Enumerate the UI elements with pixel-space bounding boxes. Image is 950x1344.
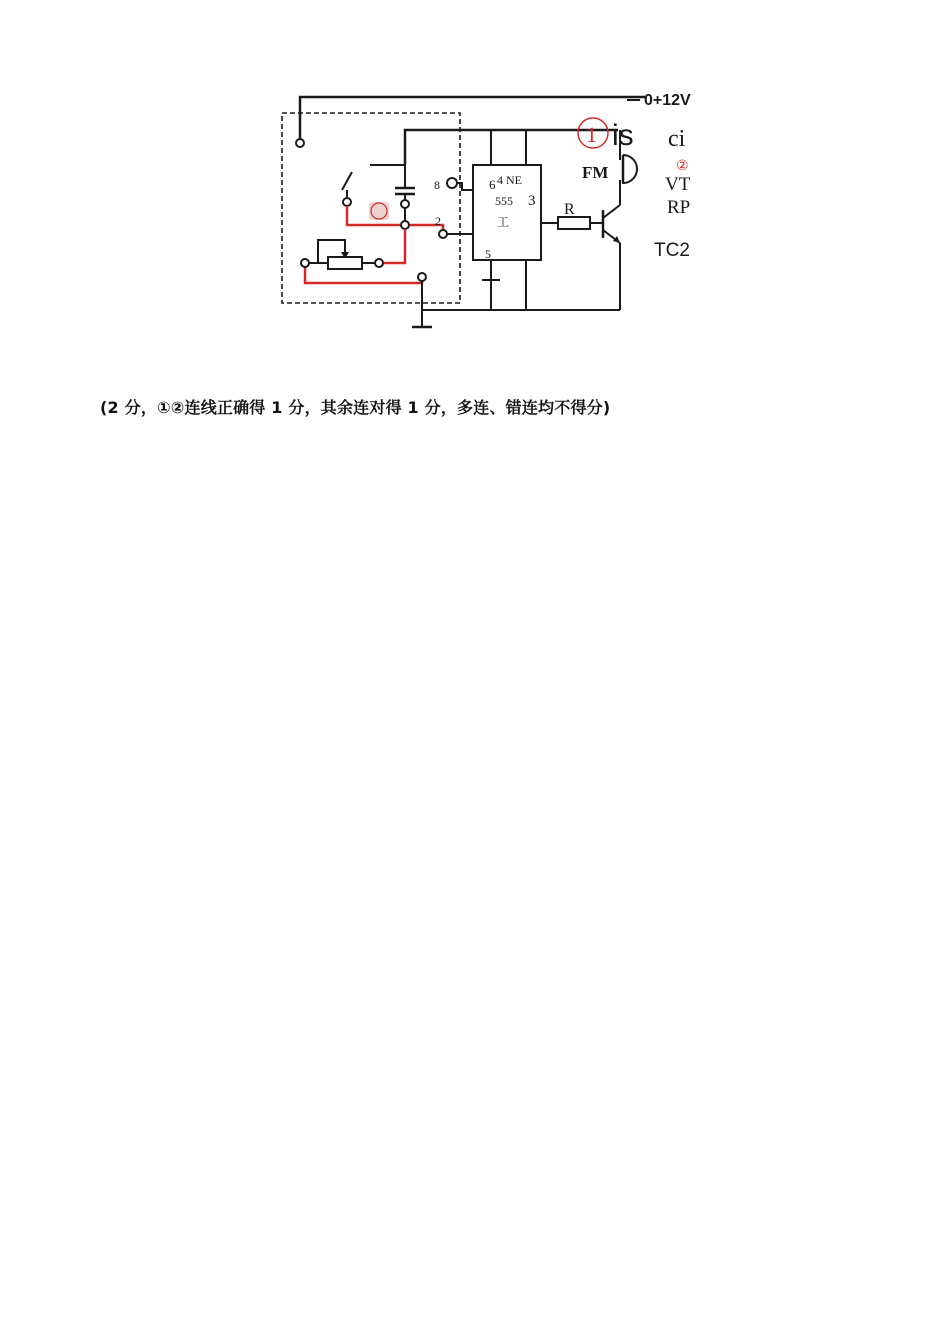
chip-pin5-label: 5 (485, 247, 491, 261)
scoring-note: (2 分，①②连线正确得 1 分，其余连对得 1 分，多连、错连均不得分) (100, 398, 611, 417)
resistor-r (558, 217, 590, 229)
ci-label: ci (668, 126, 686, 152)
is-label: is (612, 119, 634, 152)
buzzer-body (623, 155, 637, 183)
buzzer-label: FM (582, 163, 609, 182)
chip-pin8-label: 8 (434, 178, 440, 192)
chip-name-line1: 4 NE (497, 173, 522, 187)
answer-wire-upper (347, 206, 443, 230)
ground-terminal (418, 273, 426, 281)
answer-marker-2: ② (676, 159, 689, 174)
pin2-terminal (439, 230, 447, 238)
rheostat-terminal-left (301, 259, 309, 267)
center-junction (401, 221, 409, 229)
chip-pin2-label: 2 (435, 214, 441, 228)
supply-label: 0+12V (644, 92, 691, 109)
transistor-collector (603, 205, 620, 218)
terminal-top-left (296, 139, 304, 147)
chip-pin6-label: 6 (489, 177, 496, 192)
answer-marker-box (369, 202, 389, 220)
answer-marker-1: 1 (586, 122, 597, 147)
switch-blade (342, 172, 352, 190)
rheostat-terminal-right (375, 259, 383, 267)
chip-pin3-label: 3 (528, 193, 536, 209)
circuit-diagram (270, 80, 710, 340)
cap-c1-terminal (401, 200, 409, 208)
tc2-label: TC2 (654, 240, 690, 261)
rp-label: RP (667, 197, 691, 218)
vt-label: VT (665, 174, 691, 195)
resistor-label: R (564, 201, 575, 218)
chip-glyph: 工 (497, 215, 510, 229)
pin8-terminal (447, 178, 457, 188)
answer-wire-lower (305, 263, 422, 283)
switch-terminal (343, 198, 351, 206)
chip-name-line2: 555 (495, 194, 513, 208)
answer-wire-middle (382, 229, 405, 263)
rheostat-body (328, 257, 362, 269)
